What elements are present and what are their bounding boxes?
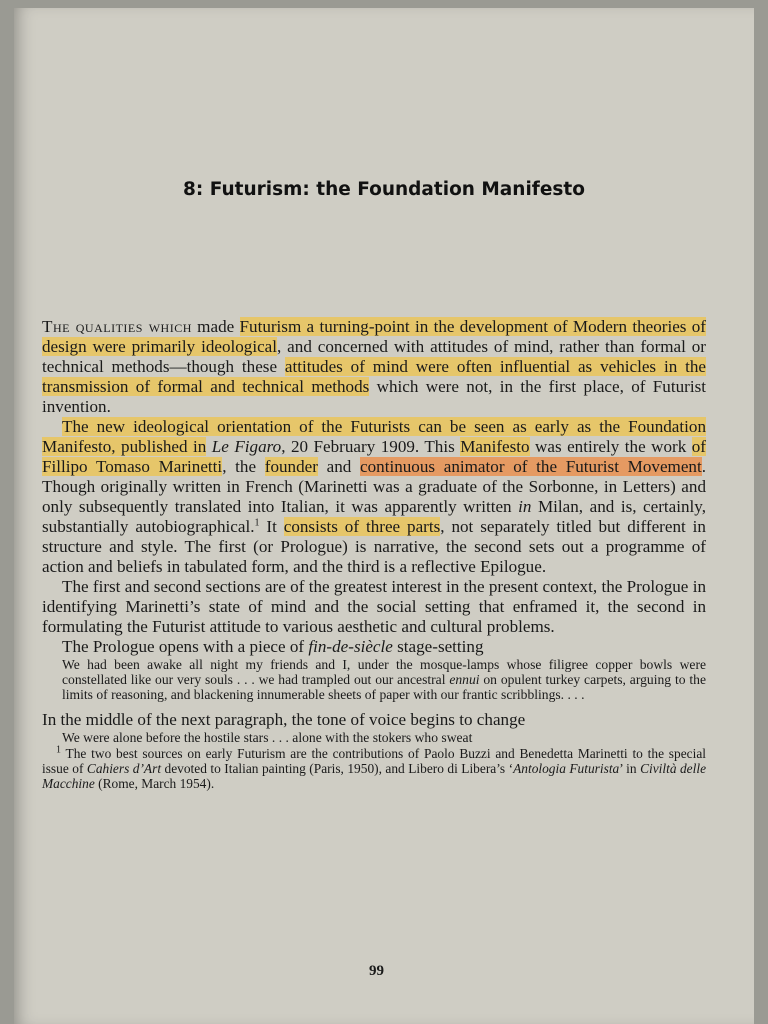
highlight: attitudes of mind were often influential as vehicles in the transmission of formal and technical methods: [42, 357, 706, 396]
emphasis: Le Figaro: [211, 437, 282, 456]
paragraph-5: In the middle of the next paragraph, the tone of voice begins to change: [42, 710, 526, 729]
highlight: consists of three parts: [283, 517, 441, 536]
block-quote-2: We were alone before the hostile stars . . . alone with the stokers who sweat: [62, 730, 473, 745]
page-number: 99: [369, 963, 384, 979]
paragraph-3: The first and second sections are of the greatest interest in the present context, the Prologue in identifying Marinetti’s state of mind and the social setting that enframed it, the second in formulating the Futurist attitude to various aesthetic and cultural problems.: [42, 577, 706, 636]
footnote-ref: 1: [254, 517, 260, 529]
lead-small-caps: The qualities which: [42, 317, 192, 336]
text-run: was entirely the work: [529, 437, 692, 456]
text-run: on opulent turkey carpets, arguing to the limits of reasoning, and blackening innumerable sheets of paper with our frantic scribblings. . . .: [62, 672, 706, 702]
emphasis: Civiltà delle Macchine: [42, 761, 707, 791]
highlight: The new ideological orientation of the Futurists can be seen as early as the Foundation Manifesto, published in: [42, 417, 706, 456]
highlight: Futurism a turning-point in the development of Modern theories of design were primarily ideological: [42, 317, 706, 356]
text-run: and: [317, 457, 361, 476]
highlight: Manifesto: [460, 437, 530, 456]
footnote-indent: [42, 746, 56, 761]
text-run: ’ in: [619, 761, 641, 776]
book-page: [14, 8, 754, 1024]
text-run: The two best sources on early Futurism are the contributions of Paolo Buzzi and Benedetta Marinetti to the special issue of: [42, 746, 706, 776]
highlight-orange: continuous animator of the Futurist Movement: [360, 457, 702, 476]
chapter-title: 8: Futurism: the Foundation Manifesto: [183, 179, 585, 200]
text-run: , not separately titled but different in structure and style. The first (or Prologue) is narrative, the second sets out a programme of action and beliefs in tabulated form, and the third is a reflective Epilogue.: [42, 517, 706, 576]
block-quote-1: [42, 657, 706, 702]
text-run: stage-setting: [392, 637, 484, 656]
text-run: We had been awake all night my friends and I, under the mosque-lamps whose filigree copper bowls were constellated like our very souls . . . we had trampled out our ancestral: [62, 657, 706, 687]
emphasis: fin-de-siècle: [308, 637, 393, 656]
footnote: [42, 746, 706, 791]
text-run: , and concerned with attitudes of mind, rather than formal or technical methods—though these: [42, 337, 707, 376]
paragraph-4: [42, 637, 706, 657]
emphasis: ennui: [449, 672, 480, 687]
highlight: of Fillipo Tomaso Marinetti: [42, 437, 706, 476]
body-text: [42, 317, 706, 791]
emphasis: Antologia Futurista: [513, 761, 620, 776]
text-run: . Though originally written in French (Marinetti was a graduate of the Sorbonne, in Letters) and only subsequently translated into Italian, it was apparently written: [42, 457, 706, 516]
text-run: (Rome, March 1954).: [94, 776, 215, 791]
text-run: made: [191, 317, 240, 336]
text-run: which were not, in the first place, of Futurist invention.: [42, 377, 706, 416]
text-run: , the: [222, 457, 265, 476]
text-run: , 20 February 1909. This: [281, 437, 461, 456]
text-run: It: [259, 517, 284, 536]
text-run: The Prologue opens with a piece of: [62, 637, 309, 656]
text-run: Milan, and is, certainly, substantially autobiographical.: [42, 497, 706, 536]
footnote-number: 1: [56, 744, 61, 756]
highlight: founder: [264, 457, 318, 476]
emphasis: Cahiers d’Art: [86, 761, 162, 776]
paragraph-1: [42, 317, 706, 417]
paragraph-2: [42, 417, 706, 577]
text-run: devoted to Italian painting (Paris, 1950), and Libero di Libera’s ‘: [161, 761, 514, 776]
emphasis: in: [518, 497, 532, 516]
